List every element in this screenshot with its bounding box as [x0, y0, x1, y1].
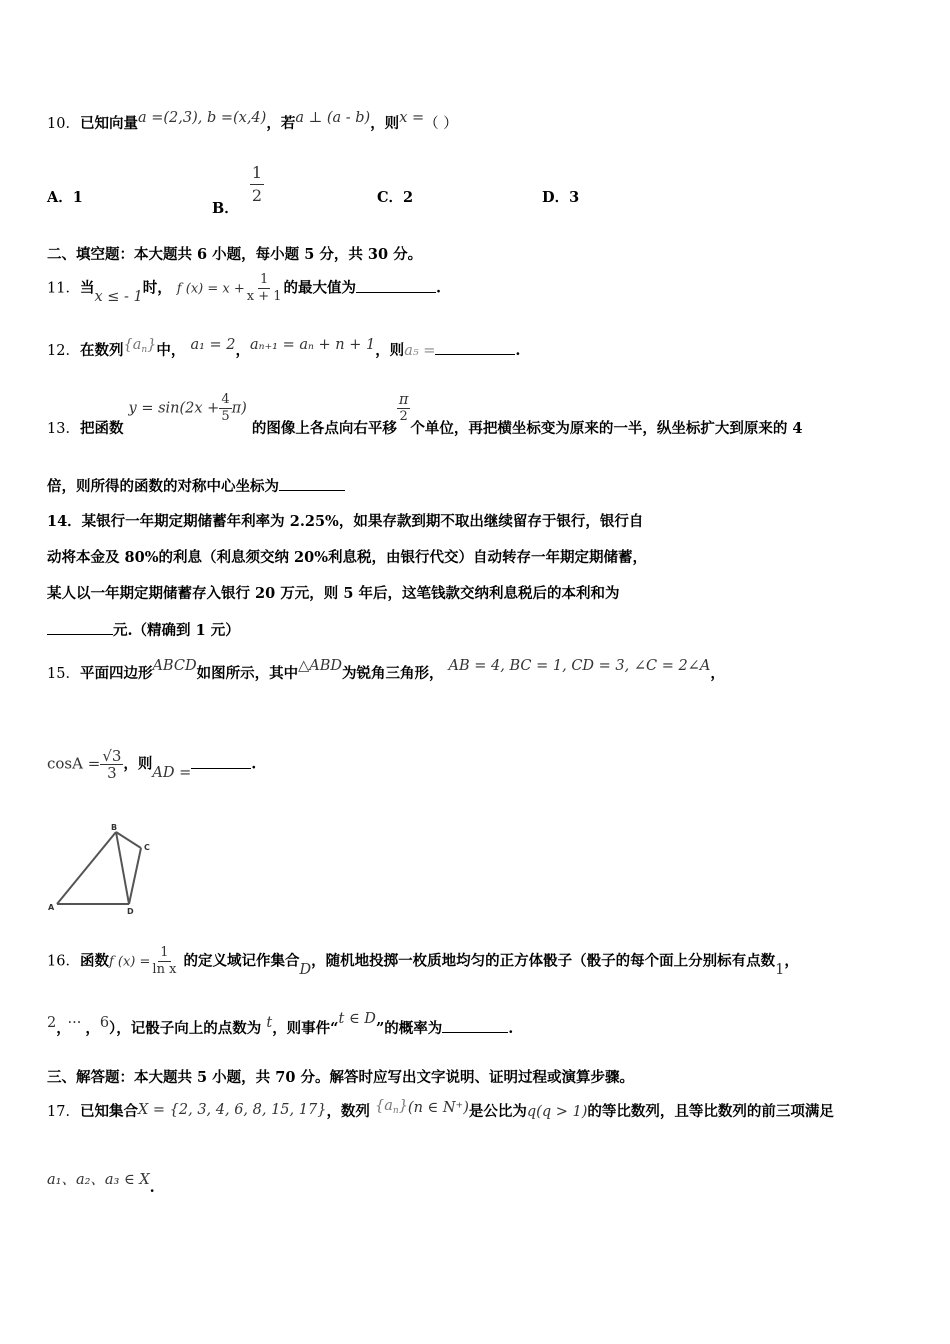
- edge-bc: [116, 832, 141, 848]
- q14-line-3: 某人以一年期定期储蓄存入银行 20 万元，则 5 年后，这笔钱款交纳利息税后的本利和为: [47, 585, 620, 602]
- q11-line: 11．当x ≤ - 1时， f (x) = x + $\frac{1}{x + 1}$ 的最大值为 .: [47, 272, 442, 305]
- vertex-d-label: D: [127, 907, 134, 916]
- q13-line-2: 倍，则所得的函数的对称中心坐标为: [47, 476, 345, 497]
- q10-option-a: A．1: [47, 189, 83, 206]
- edge-cd: [129, 848, 141, 904]
- q10-condition: a ⊥ (a - b): [295, 110, 371, 126]
- q15-figure: [45, 820, 165, 920]
- vertex-a-label: A: [48, 903, 55, 912]
- edge-ab: [57, 832, 116, 904]
- q13-line-1: 13．把函数 y = sin(2x + $\frac{4}{5}$ π) 的图像上各点向右平移 $\frac{\pi}{2}$ 个单位，再把横坐标变为原来的一半，纵坐标扩大到原来的 4: [47, 392, 803, 437]
- vertex-c-label: C: [144, 843, 150, 852]
- q15-line-2: cosA = $\frac{√3}{3}$ ，则AD = .: [47, 747, 257, 782]
- vertex-b-label: B: [111, 823, 118, 832]
- section-2-heading: 二、填空题：本大题共 6 小题，每小题 5 分，共 30 分。: [47, 246, 423, 263]
- q12-line: 12．在数列$\{a_n\}$中， a₁ = 2，aₙ₊₁ = aₙ + n + 1，则a₅ = .: [47, 337, 521, 359]
- q14-answer-blank: [47, 620, 113, 635]
- q15-answer-blank: [191, 764, 251, 769]
- q11-answer-blank: [356, 278, 436, 293]
- section-3-heading: 三、解答题：本大题共 5 小题，共 70 分。解答时应写出文字说明、证明过程或演算步骤。: [47, 1069, 634, 1086]
- q17-line-2: a₁、a₂、a₃ ∈ X.: [47, 1172, 155, 1196]
- q10-option-b: B． $\frac{1}{2}$: [212, 163, 263, 217]
- q15-line-1: 15．平面四边形ABCD如图所示，其中△ABD为锐角三角形， AB = 4, BC = 1, CD = 3, ∠C = 2∠A，: [47, 658, 725, 682]
- q14-line-4: 元.（精确到 1 元）: [47, 620, 240, 641]
- q10-option-d: D．3: [542, 189, 580, 206]
- edge-bd: [116, 832, 129, 904]
- q16-line-1: 16．函数f (x) = $\frac{1}{\text{ln x}}$ 的定义域记作集合D，随机地投掷一枚质地均匀的正方体骰子（骰子的每个面上分别标有点数1，: [47, 945, 799, 978]
- q17-line-1: 17．已知集合X = {2, 3, 4, 6, 8, 15, 17}，数列 $\{a_n\}(n$ ∈ N⁺)是公比为q(q > 1)的等比数列，且等比数列的前三项满足: [47, 1098, 834, 1120]
- q13-answer-blank: [279, 476, 345, 491]
- q12-answer-blank: [435, 340, 515, 355]
- q14-line-2: 动将本金及 80%的利息（利息须交纳 20%利息税，由银行代交）自动转存一年期定期储蓄，: [47, 549, 648, 566]
- q10-number: 10．: [47, 116, 80, 132]
- q10-line: 10．已知向量a =(2,3), b =(x,4)，若a ⊥ (a - b)，则x =（ ）: [47, 110, 458, 132]
- q16-answer-blank: [442, 1018, 508, 1033]
- q10-vectors: a =(2,3), b =(x,4): [137, 110, 267, 126]
- q10-option-c: C．2: [377, 189, 414, 206]
- q16-line-2: 2， ··· ，6），记骰子向上的点数为 t，则事件“t ∈ D”的概率为 .: [47, 1011, 514, 1037]
- q14-line-1: 14．某银行一年期定期储蓄年利率为 2.25%，如果存款到期不取出继续留存于银行，银行自: [47, 513, 644, 530]
